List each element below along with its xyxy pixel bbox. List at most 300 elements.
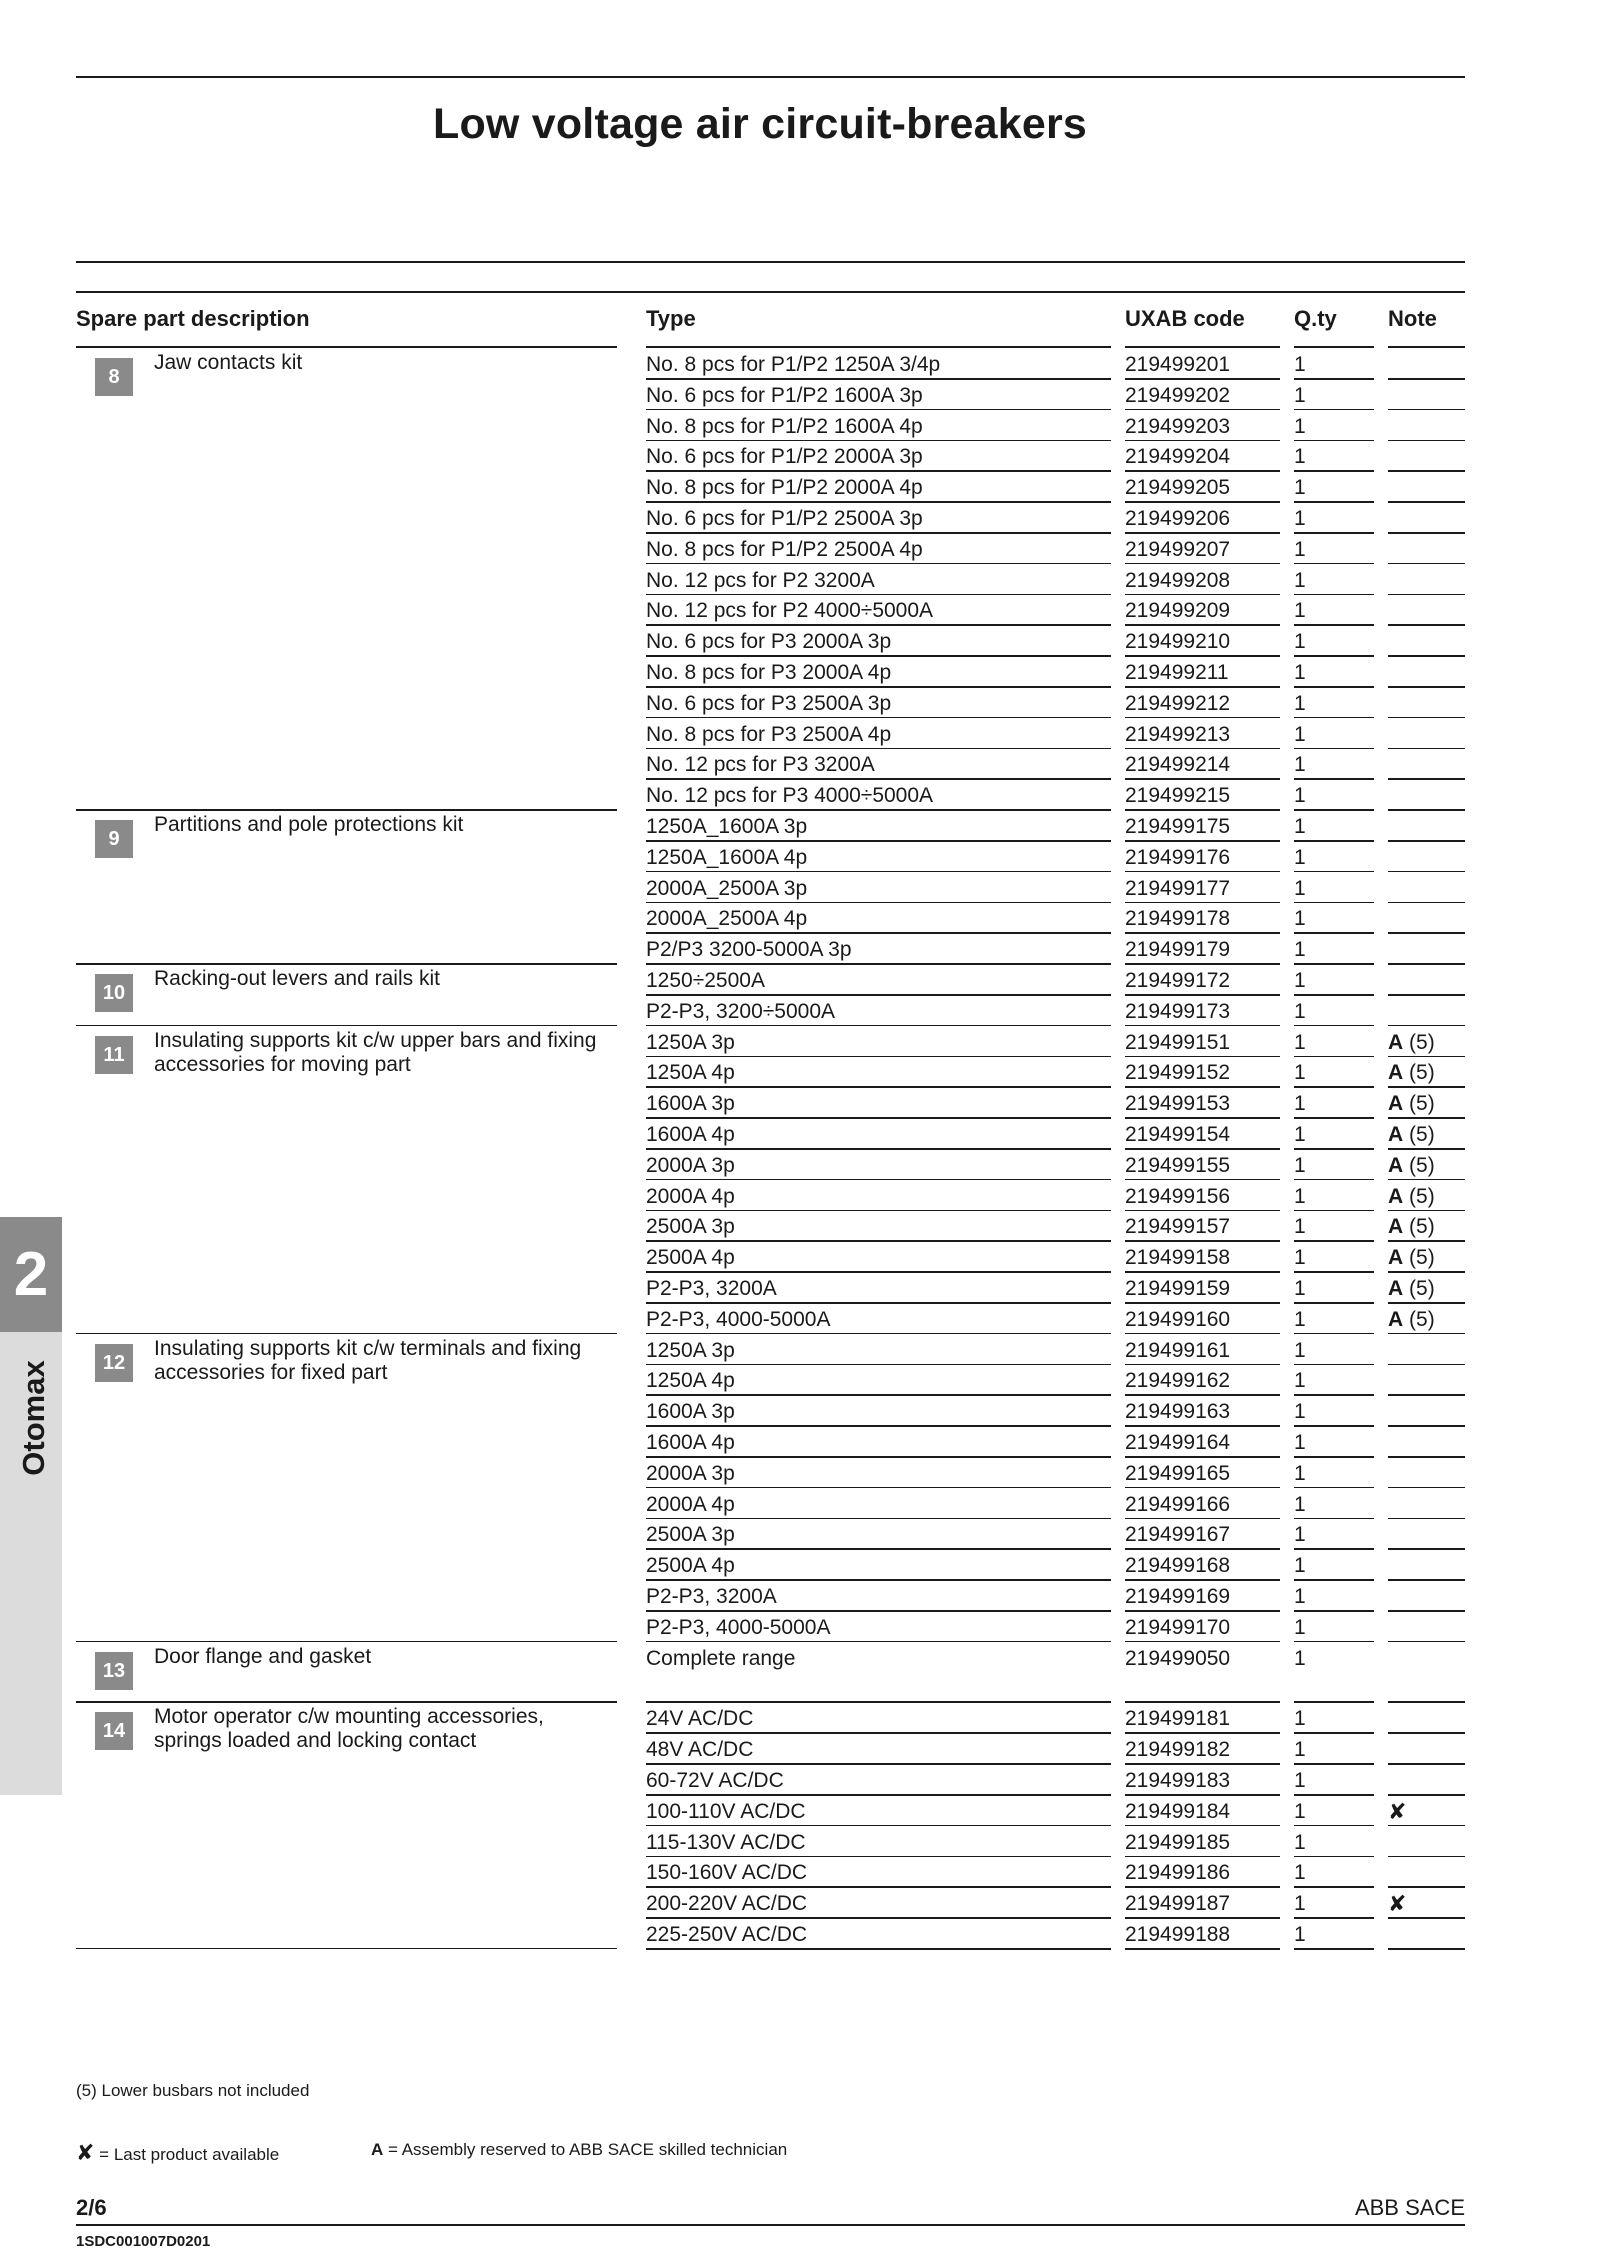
row-rule bbox=[1294, 1518, 1374, 1520]
row-rule bbox=[1388, 1732, 1465, 1734]
row-rule bbox=[1388, 686, 1465, 688]
type-cell: No. 8 pcs for P3 2000A 4p bbox=[646, 661, 892, 684]
row-rule bbox=[1125, 902, 1280, 904]
type-cell: 2000A 4p bbox=[646, 1492, 735, 1516]
qty-cell: 1 bbox=[1294, 1892, 1306, 1916]
code-cell: 219499163 bbox=[1125, 1400, 1231, 1424]
code-cell: 219499185 bbox=[1125, 1830, 1231, 1854]
row-rule bbox=[1388, 1056, 1465, 1058]
row-rule bbox=[646, 1610, 1111, 1612]
row-rule bbox=[1125, 1364, 1280, 1366]
item-number-badge: 11 bbox=[95, 1036, 133, 1074]
qty-cell: 1 bbox=[1294, 1554, 1306, 1578]
row-rule bbox=[1294, 1487, 1374, 1489]
code-cell: 219499167 bbox=[1125, 1523, 1231, 1547]
note-footnote-ref: (5) bbox=[1409, 1215, 1435, 1239]
row-rule bbox=[1294, 1364, 1374, 1366]
row-rule bbox=[646, 1117, 1111, 1119]
code-cell: 219499184 bbox=[1125, 1799, 1231, 1823]
qty-cell: 1 bbox=[1294, 568, 1306, 592]
note-assembly-symbol: A bbox=[1388, 1184, 1404, 1208]
code-cell: 219499176 bbox=[1125, 845, 1231, 869]
row-rule bbox=[1294, 1579, 1374, 1581]
row-rule bbox=[646, 1794, 1111, 1796]
row-rule bbox=[1388, 501, 1465, 503]
part-description: Insulating supports kit c/w terminals and fixing accessories for fixed part bbox=[154, 1336, 582, 1384]
type-cell: No. 12 pcs for P3 4000÷5000A bbox=[646, 784, 934, 808]
col-header-qty: Q.ty bbox=[1294, 306, 1337, 331]
code-cell: 219499175 bbox=[1125, 815, 1231, 838]
code-cell: 219499152 bbox=[1125, 1061, 1231, 1085]
code-cell: 219499158 bbox=[1125, 1246, 1231, 1270]
type-cell: 2000A 4p bbox=[646, 1184, 735, 1208]
qty-cell: 1 bbox=[1294, 537, 1306, 561]
row-rule bbox=[1125, 963, 1280, 965]
type-cell: 1600A 4p bbox=[646, 1123, 735, 1146]
row-rule bbox=[1388, 1487, 1465, 1489]
row-rule bbox=[1125, 686, 1280, 688]
type-cell: 2000A_2500A 3p bbox=[646, 876, 808, 900]
row-rule bbox=[646, 624, 1111, 626]
row-rule bbox=[1388, 563, 1465, 565]
qty-cell: 1 bbox=[1294, 1215, 1306, 1239]
row-rule bbox=[1388, 1456, 1465, 1458]
note-assembly-symbol: A bbox=[1388, 1307, 1404, 1331]
note-cell bbox=[1388, 1277, 1435, 1301]
row-rule bbox=[646, 594, 1111, 596]
row-rule bbox=[646, 1333, 1111, 1335]
qty-cell: 1 bbox=[1294, 876, 1306, 900]
row-rule bbox=[1294, 1271, 1374, 1273]
row-rule bbox=[1294, 1148, 1374, 1150]
row-rule bbox=[1294, 501, 1374, 503]
row-rule bbox=[646, 963, 1111, 965]
note-assembly-symbol: A bbox=[1388, 1092, 1404, 1116]
qty-cell: 1 bbox=[1294, 1246, 1306, 1270]
code-cell: 219499159 bbox=[1125, 1277, 1231, 1300]
code-cell: 219499156 bbox=[1125, 1184, 1231, 1208]
qty-cell: 1 bbox=[1294, 1830, 1306, 1854]
qty-cell: 1 bbox=[1294, 1461, 1306, 1485]
code-cell: 219499211 bbox=[1125, 661, 1229, 684]
row-rule bbox=[1388, 840, 1465, 842]
row-rule bbox=[1125, 809, 1280, 811]
row-rule bbox=[1294, 717, 1374, 719]
row-rule bbox=[1125, 1456, 1280, 1458]
row-rule bbox=[646, 409, 1111, 411]
top-rule bbox=[76, 76, 1465, 78]
row-rule bbox=[1125, 563, 1280, 565]
row-rule bbox=[646, 655, 1111, 657]
qty-cell: 1 bbox=[1294, 1123, 1306, 1146]
qty-cell: 1 bbox=[1294, 722, 1306, 746]
row-rule bbox=[646, 1548, 1111, 1550]
qty-cell: 1 bbox=[1294, 691, 1306, 715]
row-rule bbox=[646, 1425, 1111, 1427]
note-assembly-symbol: A bbox=[1388, 1277, 1404, 1300]
code-cell: 219499162 bbox=[1125, 1369, 1231, 1393]
type-cell: 2500A 4p bbox=[646, 1554, 735, 1578]
page-title: Low voltage air circuit-breakers bbox=[432, 100, 1088, 148]
type-cell: 24V AC/DC bbox=[646, 1707, 754, 1731]
qty-cell: 1 bbox=[1294, 661, 1306, 684]
row-rule bbox=[1294, 1886, 1374, 1888]
row-rule bbox=[1294, 470, 1374, 472]
row-rule bbox=[1125, 470, 1280, 472]
type-cell: No. 8 pcs for P1/P2 1250A 3/4p bbox=[646, 353, 941, 376]
row-rule bbox=[1125, 1579, 1280, 1581]
qty-cell: 1 bbox=[1294, 1307, 1306, 1331]
type-cell: No. 6 pcs for P1/P2 1600A 3p bbox=[646, 383, 923, 407]
row-rule bbox=[1388, 1025, 1465, 1027]
row-rule bbox=[646, 1364, 1111, 1366]
qty-cell: 1 bbox=[1294, 414, 1306, 438]
code-cell: 219499209 bbox=[1125, 599, 1231, 623]
row-rule bbox=[646, 470, 1111, 472]
row-rule bbox=[1125, 871, 1280, 873]
code-cell: 219499160 bbox=[1125, 1307, 1231, 1331]
row-rule bbox=[1125, 1548, 1280, 1550]
row-rule bbox=[1294, 1117, 1374, 1119]
row-rule bbox=[646, 1025, 1111, 1027]
qty-cell: 1 bbox=[1294, 1369, 1306, 1393]
note-footnote-ref: (5) bbox=[1409, 1153, 1435, 1177]
row-rule bbox=[1125, 1610, 1280, 1612]
item-number-badge: 9 bbox=[95, 820, 133, 858]
row-rule bbox=[1294, 1917, 1374, 1919]
group-separator bbox=[76, 1948, 617, 1950]
qty-cell: 1 bbox=[1294, 1707, 1306, 1731]
part-description: Jaw contacts kit bbox=[154, 351, 303, 374]
row-rule bbox=[1388, 963, 1465, 965]
row-rule bbox=[1294, 1025, 1374, 1027]
row-rule bbox=[1294, 1732, 1374, 1734]
row-rule bbox=[1388, 902, 1465, 904]
row-rule bbox=[1294, 840, 1374, 842]
row-rule bbox=[1388, 717, 1465, 719]
row-rule bbox=[646, 1271, 1111, 1273]
row-rule bbox=[1388, 1701, 1465, 1703]
type-cell: No. 6 pcs for P1/P2 2500A 3p bbox=[646, 507, 923, 530]
row-rule bbox=[646, 1763, 1111, 1765]
qty-cell: 1 bbox=[1294, 1799, 1306, 1823]
legend-last-product-text: = Last product available bbox=[99, 2145, 280, 2164]
row-rule bbox=[1388, 1886, 1465, 1888]
row-rule bbox=[1125, 1302, 1280, 1304]
code-cell: 219499169 bbox=[1125, 1585, 1231, 1608]
legend-assembly-symbol: A bbox=[371, 2140, 384, 2159]
code-cell: 219499178 bbox=[1125, 907, 1231, 931]
row-rule bbox=[1294, 778, 1374, 780]
code-cell: 219499153 bbox=[1125, 1092, 1231, 1116]
row-rule bbox=[1125, 655, 1280, 657]
qty-cell: 1 bbox=[1294, 753, 1306, 777]
row-rule bbox=[1294, 1086, 1374, 1088]
row-rule bbox=[1388, 932, 1465, 934]
type-cell: 2000A_2500A 4p bbox=[646, 907, 808, 931]
row-rule bbox=[1388, 1917, 1465, 1919]
section-label: Otomax bbox=[16, 1360, 51, 1476]
type-cell: Complete range bbox=[646, 1646, 796, 1670]
row-rule bbox=[1388, 748, 1465, 750]
type-cell: No. 12 pcs for P2 3200A bbox=[646, 568, 875, 592]
qty-cell: 1 bbox=[1294, 1431, 1306, 1454]
part-description: Racking-out levers and rails kit bbox=[154, 967, 440, 990]
row-rule bbox=[646, 1179, 1111, 1181]
qty-cell: 1 bbox=[1294, 476, 1306, 500]
qty-cell: 1 bbox=[1294, 1092, 1306, 1116]
cross-icon: ✘ bbox=[1388, 1891, 1407, 1917]
legend-assembly-text: = Assembly reserved to ABB SACE skilled technician bbox=[383, 2140, 788, 2159]
row-rule bbox=[1388, 1518, 1465, 1520]
col-header-rule bbox=[1388, 346, 1465, 348]
row-rule bbox=[646, 1579, 1111, 1581]
row-rule bbox=[1125, 840, 1280, 842]
row-rule bbox=[1125, 1856, 1280, 1858]
row-rule bbox=[646, 1518, 1111, 1520]
row-rule bbox=[1388, 378, 1465, 380]
code-cell: 219499187 bbox=[1125, 1892, 1231, 1916]
group-separator bbox=[76, 963, 617, 965]
type-cell: No. 6 pcs for P1/P2 2000A 3p bbox=[646, 445, 923, 469]
col-header-type: Type bbox=[646, 306, 696, 331]
row-rule bbox=[646, 563, 1111, 565]
type-cell: P2/P3 3200-5000A 3p bbox=[646, 938, 852, 962]
col-header-code: UXAB code bbox=[1125, 306, 1245, 331]
qty-cell: 1 bbox=[1294, 1061, 1306, 1085]
row-rule bbox=[646, 440, 1111, 442]
row-rule bbox=[1294, 1056, 1374, 1058]
row-rule bbox=[1388, 809, 1465, 811]
row-rule bbox=[1388, 624, 1465, 626]
code-cell: 219499181 bbox=[1125, 1707, 1231, 1731]
row-rule bbox=[1388, 440, 1465, 442]
code-cell: 219499157 bbox=[1125, 1215, 1231, 1239]
col-header-rule bbox=[1125, 346, 1280, 348]
row-rule bbox=[1294, 594, 1374, 596]
group-separator bbox=[76, 809, 617, 811]
note-assembly-symbol: A bbox=[1388, 1215, 1404, 1239]
row-rule bbox=[1294, 409, 1374, 411]
row-rule bbox=[646, 748, 1111, 750]
row-rule bbox=[1388, 1148, 1465, 1150]
part-description: Door flange and gasket bbox=[154, 1644, 372, 1668]
row-rule bbox=[1294, 871, 1374, 873]
cross-icon: ✘ bbox=[1388, 1798, 1407, 1824]
row-rule bbox=[1388, 532, 1465, 534]
qty-cell: 1 bbox=[1294, 1492, 1306, 1516]
code-cell: 219499050 bbox=[1125, 1646, 1231, 1670]
row-rule bbox=[1125, 1641, 1280, 1643]
row-rule bbox=[1388, 1825, 1465, 1827]
row-rule bbox=[1125, 1825, 1280, 1827]
code-cell: 219499186 bbox=[1125, 1861, 1231, 1885]
row-rule bbox=[1388, 1210, 1465, 1212]
code-cell: 219499166 bbox=[1125, 1492, 1231, 1516]
row-rule bbox=[1125, 1948, 1280, 1950]
brand-name: ABB SACE bbox=[1354, 2195, 1465, 2220]
row-rule bbox=[1388, 1302, 1465, 1304]
legend-last-product bbox=[76, 2140, 279, 2166]
row-rule bbox=[1125, 378, 1280, 380]
table-top-rule bbox=[76, 291, 1465, 293]
qty-cell: 1 bbox=[1294, 1585, 1306, 1608]
row-rule bbox=[1125, 1487, 1280, 1489]
row-rule bbox=[646, 809, 1111, 811]
note-assembly-symbol: A bbox=[1388, 1153, 1404, 1177]
row-rule bbox=[646, 1886, 1111, 1888]
note-footnote-ref: (5) bbox=[1409, 1184, 1435, 1208]
row-rule bbox=[1294, 748, 1374, 750]
row-rule bbox=[646, 871, 1111, 873]
type-cell: 100-110V AC/DC bbox=[646, 1799, 806, 1823]
row-rule bbox=[1125, 1732, 1280, 1734]
row-rule bbox=[1294, 1610, 1374, 1612]
note-cell bbox=[1388, 1308, 1435, 1332]
row-rule bbox=[1294, 1333, 1374, 1335]
row-rule bbox=[646, 1210, 1111, 1212]
code-cell: 219499201 bbox=[1125, 353, 1231, 376]
row-rule bbox=[1125, 1333, 1280, 1335]
type-cell: 2500A 3p bbox=[646, 1215, 735, 1239]
row-rule bbox=[646, 1394, 1111, 1396]
row-rule bbox=[1294, 1701, 1374, 1703]
row-rule bbox=[1125, 1917, 1280, 1919]
code-cell: 219499172 bbox=[1125, 969, 1231, 992]
note-footnote-ref: (5) bbox=[1409, 1307, 1435, 1331]
row-rule bbox=[1388, 594, 1465, 596]
row-rule bbox=[1125, 1210, 1280, 1212]
type-cell: 150-160V AC/DC bbox=[646, 1861, 808, 1885]
note-footnote-ref: (5) bbox=[1409, 1092, 1435, 1116]
type-cell: P2-P3, 3200A bbox=[646, 1277, 777, 1300]
row-rule bbox=[1125, 409, 1280, 411]
row-rule bbox=[1294, 655, 1374, 657]
type-cell: 2500A 3p bbox=[646, 1523, 735, 1547]
row-rule bbox=[1388, 1240, 1465, 1242]
type-cell: P2-P3, 4000-5000A bbox=[646, 1307, 831, 1331]
row-rule bbox=[1125, 532, 1280, 534]
code-cell: 219499212 bbox=[1125, 691, 1231, 715]
code-cell: 219499154 bbox=[1125, 1123, 1231, 1146]
row-rule bbox=[1294, 1825, 1374, 1827]
qty-cell: 1 bbox=[1294, 1646, 1306, 1670]
qty-cell: 1 bbox=[1294, 383, 1306, 407]
row-rule bbox=[1125, 717, 1280, 719]
code-cell: 219499210 bbox=[1125, 630, 1231, 654]
type-cell: No. 8 pcs for P1/P2 2000A 4p bbox=[646, 476, 923, 500]
row-rule bbox=[1125, 1271, 1280, 1273]
legend-assembly bbox=[371, 2140, 787, 2160]
type-cell: 2500A 4p bbox=[646, 1246, 735, 1270]
type-cell: P2-P3, 3200A bbox=[646, 1585, 777, 1608]
row-rule bbox=[646, 1487, 1111, 1489]
note-assembly-symbol: A bbox=[1388, 1246, 1404, 1270]
code-cell: 219499207 bbox=[1125, 537, 1231, 561]
code-cell: 219499173 bbox=[1125, 999, 1231, 1023]
code-cell: 219499155 bbox=[1125, 1153, 1231, 1177]
row-rule bbox=[1125, 1025, 1280, 1027]
type-cell: No. 6 pcs for P3 2500A 3p bbox=[646, 691, 892, 715]
row-rule bbox=[1294, 563, 1374, 565]
row-rule bbox=[646, 932, 1111, 934]
row-rule bbox=[1294, 963, 1374, 965]
row-rule bbox=[1125, 1086, 1280, 1088]
qty-cell: 1 bbox=[1294, 353, 1306, 376]
group-separator bbox=[76, 1333, 617, 1335]
row-rule bbox=[646, 840, 1111, 842]
row-rule bbox=[1125, 1148, 1280, 1150]
row-rule bbox=[1294, 902, 1374, 904]
row-rule bbox=[1388, 1117, 1465, 1119]
row-rule bbox=[1294, 1210, 1374, 1212]
row-rule bbox=[1388, 1794, 1465, 1796]
section-number: 2 bbox=[0, 1217, 62, 1332]
note-footnote-ref: (5) bbox=[1409, 1030, 1435, 1054]
qty-cell: 1 bbox=[1294, 1769, 1306, 1792]
row-rule bbox=[1388, 1425, 1465, 1427]
group-separator bbox=[76, 1025, 617, 1027]
page-number: 2/6 bbox=[76, 2195, 107, 2220]
row-rule bbox=[646, 378, 1111, 380]
row-rule bbox=[646, 501, 1111, 503]
note-assembly-symbol: A bbox=[1388, 1123, 1404, 1146]
cross-icon: ✘ bbox=[76, 2140, 95, 2165]
row-rule bbox=[1388, 1271, 1465, 1273]
row-rule bbox=[1294, 624, 1374, 626]
type-cell: 1250A_1600A 4p bbox=[646, 845, 808, 869]
code-cell: 219499205 bbox=[1125, 476, 1231, 500]
type-cell: 200-220V AC/DC bbox=[646, 1892, 808, 1916]
type-cell: 60-72V AC/DC bbox=[646, 1769, 784, 1792]
col-header-note: Note bbox=[1388, 306, 1437, 331]
row-rule bbox=[1294, 532, 1374, 534]
code-cell: 219499165 bbox=[1125, 1461, 1231, 1485]
code-cell: 219499177 bbox=[1125, 876, 1231, 900]
qty-cell: 1 bbox=[1294, 1277, 1306, 1300]
note-footnote-ref: (5) bbox=[1409, 1123, 1435, 1146]
qty-cell: 1 bbox=[1294, 1338, 1306, 1362]
row-rule bbox=[1294, 994, 1374, 996]
row-rule bbox=[1125, 748, 1280, 750]
col-header-description: Spare part description bbox=[76, 306, 310, 331]
row-rule bbox=[646, 1056, 1111, 1058]
code-cell: 219499161 bbox=[1125, 1338, 1231, 1362]
row-rule bbox=[1125, 501, 1280, 503]
part-description: Motor operator c/w mounting accessories, springs loaded and locking contact bbox=[154, 1705, 544, 1753]
row-rule bbox=[1125, 624, 1280, 626]
row-rule bbox=[1388, 1179, 1465, 1181]
document-code: 1SDC001007D0201 bbox=[76, 2233, 211, 2250]
row-rule bbox=[1294, 1179, 1374, 1181]
row-rule bbox=[1294, 1240, 1374, 1242]
row-rule bbox=[1388, 1856, 1465, 1858]
row-rule bbox=[1388, 470, 1465, 472]
note-assembly-symbol: A bbox=[1388, 1030, 1404, 1054]
code-cell: 219499208 bbox=[1125, 568, 1231, 592]
footer-rule bbox=[76, 2224, 1465, 2226]
qty-cell: 1 bbox=[1294, 969, 1306, 992]
code-cell: 219499151 bbox=[1125, 1030, 1231, 1054]
code-cell: 219499183 bbox=[1125, 1769, 1231, 1792]
row-rule bbox=[1125, 1886, 1280, 1888]
code-cell: 219499164 bbox=[1125, 1431, 1231, 1454]
row-rule bbox=[1294, 1641, 1374, 1643]
row-rule bbox=[646, 1456, 1111, 1458]
qty-cell: 1 bbox=[1294, 784, 1306, 808]
type-cell: 1250A 3p bbox=[646, 1030, 735, 1054]
row-rule bbox=[1125, 994, 1280, 996]
